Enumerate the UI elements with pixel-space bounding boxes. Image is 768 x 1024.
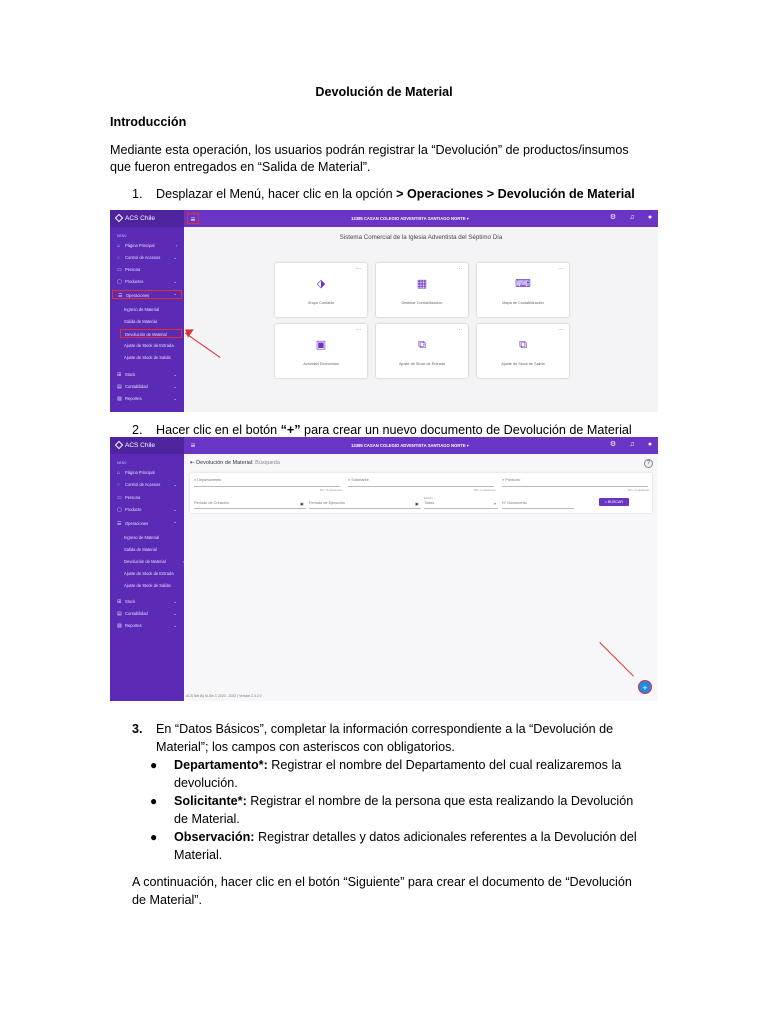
intro-heading: Introducción bbox=[110, 115, 187, 129]
sidebar bbox=[110, 437, 184, 701]
card-mapa-contabilizacion[interactable]: ··· ⌨ Mapa de Contabilización bbox=[477, 263, 569, 317]
sidebar-logo: ACS Chile bbox=[110, 210, 184, 227]
footer: ACS Net By M-Sis © 2020 - 2022 | Versión 2.3.2.0 bbox=[186, 694, 262, 698]
card-ajuste-salida[interactable]: ··· ⧉ Ajuste de Stock de Salida bbox=[477, 324, 569, 378]
sidebar-sub-ajuste-salida[interactable]: Ajuste de Stock de Salida bbox=[124, 355, 171, 360]
sidebar-item-persona[interactable]: ▭ Persona bbox=[117, 267, 141, 273]
annotation-arrow bbox=[185, 333, 221, 358]
bullet-icon: ● bbox=[150, 794, 158, 808]
card-actividad-economica[interactable]: ··· ▣ Actividad Económica bbox=[275, 324, 367, 378]
search-icon: ⌕ bbox=[502, 478, 506, 482]
sidebar bbox=[110, 210, 184, 412]
producto-field[interactable]: ⌕ Producto bbox=[502, 478, 521, 482]
sidebar-item-control-accesos[interactable]: ◌ Control de Accesos ⌄ bbox=[117, 255, 177, 261]
bullet-icon: ● bbox=[150, 758, 158, 772]
sidebar-item-pagina-principal[interactable]: ⌂ Página Principal › bbox=[117, 243, 177, 249]
help-icon[interactable]: ? bbox=[644, 459, 653, 468]
closing-line-1: A continuación, hacer clic en el botón “Siguiente” para crear el documento de “Devolución bbox=[132, 875, 632, 889]
sidebar-item-contabilidad[interactable]: ▤ Contabilidad ⌄ bbox=[117, 611, 177, 617]
intro-line-1: Mediante esta operación, los usuarios podrán registrar la “Devolución” de productos/insumos bbox=[110, 143, 629, 157]
buscar-button[interactable]: ⌕ BUSCAR bbox=[599, 498, 629, 506]
bullet-observacion: ● Observación: Registrar detalles y datos adicionales referentes a la Devolución del Material. bbox=[150, 830, 637, 862]
avatar-icon[interactable]: ● bbox=[647, 214, 653, 221]
keyboard-icon: ⌨ bbox=[515, 278, 531, 290]
solicitante-field[interactable]: ⌕ Solicitante bbox=[348, 478, 369, 482]
search-icon: ⌕ bbox=[194, 478, 198, 482]
periodo-ejecucion-field[interactable]: Período de Ejecución bbox=[309, 501, 346, 505]
box-icon: ▢ bbox=[117, 507, 122, 513]
home-icon: ⌂ bbox=[117, 243, 121, 249]
more-icon[interactable]: ··· bbox=[558, 266, 563, 272]
home-icon: ⌂ bbox=[117, 470, 121, 476]
step-2-number: 2. bbox=[132, 423, 143, 437]
sidebar-item-productos[interactable]: ▢ Productos ⌄ bbox=[117, 279, 177, 285]
sidebar-item-pagina-principal[interactable]: ⌂ Página Principal bbox=[117, 470, 155, 476]
sidebar-sub-ajuste-salida[interactable]: Ajuste de Stock de Salida bbox=[124, 583, 171, 588]
sliders-icon: ⧉ bbox=[418, 339, 426, 351]
list-icon: ☰ bbox=[117, 521, 122, 527]
person-icon: ▭ bbox=[117, 267, 122, 273]
document-title: Devolución de Material bbox=[315, 85, 453, 99]
avatar-icon[interactable]: ● bbox=[647, 441, 653, 448]
shield-icon: ◌ bbox=[117, 482, 120, 488]
sidebar-header: MENÚ bbox=[117, 234, 127, 238]
add-button[interactable]: + bbox=[638, 680, 652, 694]
card-grupo-contable[interactable]: ··· ⬗ Grupo Contable bbox=[275, 263, 367, 317]
back-icon[interactable]: ⇤ bbox=[190, 460, 197, 466]
estado-select[interactable]: Todos bbox=[424, 501, 435, 505]
field-hint: Mín. 3 caracteres bbox=[474, 488, 496, 492]
person-icon: ▭ bbox=[117, 495, 122, 501]
numero-documento-field[interactable]: N° Documento bbox=[502, 501, 527, 505]
sidebar-item-persona[interactable]: ▭ Persona bbox=[117, 495, 141, 501]
sidebar-sub-devolucion[interactable]: Devolución de Material bbox=[120, 329, 182, 338]
calendar-icon[interactable]: ▣ bbox=[415, 502, 419, 506]
breadcrumb: ⇤ Devolución de Material: Búsqueda bbox=[190, 460, 280, 466]
sidebar-item-contabilidad[interactable]: ▤ Contabilidad ⌄ bbox=[117, 384, 177, 390]
report-icon: ▨ bbox=[117, 396, 122, 402]
search-icon: ⌕ bbox=[605, 500, 609, 504]
more-icon[interactable]: ··· bbox=[356, 266, 361, 272]
more-icon[interactable]: ··· bbox=[457, 266, 462, 272]
topbar-organization[interactable]: 13385 CASAN COLEGIO ADVENTISTA SANTIAGO NORTE ▾ bbox=[351, 443, 469, 448]
shield-icon: ◌ bbox=[117, 255, 120, 261]
bullet-icon: ● bbox=[150, 830, 158, 844]
field-hint: Mín. 3 caracteres bbox=[320, 488, 342, 492]
stock-icon: ⊞ bbox=[117, 372, 122, 378]
bullet-departamento: ● Departamento*: Registrar el nombre del Departamento del cual realizaremos la devolución. bbox=[150, 758, 622, 790]
departamento-field[interactable]: ⌕ Departamento bbox=[194, 478, 222, 482]
logo-icon bbox=[115, 214, 123, 222]
ledger-icon: ▤ bbox=[117, 384, 122, 390]
sidebar-sub-ingreso[interactable]: Ingreso de Material bbox=[124, 307, 160, 312]
screenshot-main-menu bbox=[110, 210, 658, 412]
step-1-path: > Operaciones > Devolución de Material bbox=[396, 187, 635, 201]
sidebar-sub-ajuste-entrada[interactable]: Ajuste de Stock de Entrada bbox=[124, 571, 174, 576]
annotation-arrow bbox=[599, 642, 634, 677]
field-hint: Mín. 3 caracteres bbox=[628, 488, 650, 492]
list-icon: ☰ bbox=[118, 293, 123, 299]
sidebar-item-stock[interactable]: ⊞ Stock ⌄ bbox=[117, 372, 177, 378]
bell-icon[interactable]: ♫ bbox=[629, 214, 635, 221]
sidebar-item-operaciones[interactable]: ☰ Operaciones ⌃ bbox=[117, 521, 177, 527]
sidebar-sub-salida[interactable]: Salida de Material bbox=[124, 319, 157, 324]
sidebar-logo: ACS Chile bbox=[110, 437, 184, 454]
sidebar-item-operaciones[interactable]: ☰ Operaciones ⌃ bbox=[112, 290, 182, 299]
card-destinar-contabilizacion[interactable]: ··· ▦ Destinar Contabilización bbox=[376, 263, 468, 317]
sliders-icon: ⧉ bbox=[519, 339, 527, 351]
step-1-text bbox=[156, 185, 666, 203]
sidebar-item-stock[interactable]: ⊞ Stock ⌄ bbox=[117, 599, 177, 605]
sidebar-item-reportes[interactable]: ▨ Reportes ⌄ bbox=[117, 623, 177, 629]
search-icon: ⌕ bbox=[348, 478, 352, 482]
card-ajuste-entrada[interactable]: ··· ⧉ Ajuste de Stock de Entrada bbox=[376, 324, 468, 378]
closing-line-2: de Material”. bbox=[132, 893, 202, 907]
step-3-number: 3. bbox=[132, 722, 143, 736]
logo-icon bbox=[115, 441, 123, 449]
filter-panel bbox=[190, 473, 652, 513]
sidebar-item-producto[interactable]: ▢ Producto ⌄ bbox=[117, 507, 177, 513]
report-icon: ▨ bbox=[117, 623, 122, 629]
bell-icon[interactable]: ♫ bbox=[629, 441, 635, 448]
step-2-text: Hacer clic en el botón “+” para crear un nuevo documento de Devolución de Material bbox=[156, 423, 632, 437]
sidebar-sub-ingreso[interactable]: Ingreso de Material bbox=[124, 535, 160, 540]
stock-icon: ⊞ bbox=[117, 599, 122, 605]
periodo-creacion-field[interactable]: Período de Creación bbox=[194, 501, 229, 505]
bullet-solicitante: ● Solicitante*: Registrar el nombre de la persona que esta realizando la Devolución de Material. bbox=[150, 794, 634, 826]
more-icon[interactable]: ··· bbox=[457, 327, 462, 333]
briefcase-icon: ▣ bbox=[315, 339, 327, 351]
system-title: Sistema Comercial de la Iglesia Adventista del Séptimo Día bbox=[339, 234, 503, 241]
step-1-number: 1. bbox=[132, 187, 143, 201]
sidebar-item-reportes[interactable]: ▨ Reportes ⌄ bbox=[117, 396, 177, 402]
box-icon: ▢ bbox=[117, 279, 122, 285]
calendar-icon[interactable]: ▣ bbox=[300, 502, 304, 506]
sidebar-sub-salida[interactable]: Salida de Material bbox=[124, 547, 157, 552]
sidebar-item-control-accesos[interactable]: ◌ Control de Accesos ⌄ bbox=[117, 482, 177, 488]
step-3-line-1: En “Datos Básicos”, completar la información correspondiente a la “Devolución de bbox=[156, 722, 614, 736]
menu-icon[interactable]: ≡ bbox=[190, 441, 196, 450]
menu-icon[interactable]: ≡ bbox=[187, 213, 199, 224]
intro-line-2: que fueron entregados en “Salida de Material”. bbox=[110, 160, 371, 174]
sidebar-header: MENÚ bbox=[117, 461, 127, 465]
ledger-icon: ▤ bbox=[117, 611, 122, 617]
more-icon[interactable]: ··· bbox=[558, 327, 563, 333]
tags-icon: ⬗ bbox=[316, 278, 326, 290]
calculator-icon: ▦ bbox=[416, 278, 428, 290]
step-1-plain: Desplazar el Menú, hacer clic en la opción bbox=[156, 187, 397, 201]
more-icon[interactable]: ··· bbox=[356, 327, 361, 333]
chevron-down-icon[interactable]: ▾ bbox=[494, 502, 496, 506]
settings-icon[interactable]: ⚙ bbox=[609, 441, 617, 448]
screenshot-search bbox=[110, 437, 658, 701]
step-3-line-2: Material”; los campos con asteriscos con obligatorios. bbox=[156, 740, 455, 754]
topbar-organization[interactable]: 13385 CASAN COLEGIO ADVENTISTA SANTIAGO NORTE ▾ bbox=[351, 216, 469, 221]
estado-label: Estado bbox=[424, 496, 433, 500]
settings-icon[interactable]: ⚙ bbox=[609, 214, 617, 221]
sidebar-sub-ajuste-entrada[interactable]: Ajuste de Stock de Entrada bbox=[124, 343, 174, 348]
sidebar-sub-devolucion[interactable]: Devolución de Material › bbox=[124, 559, 184, 564]
